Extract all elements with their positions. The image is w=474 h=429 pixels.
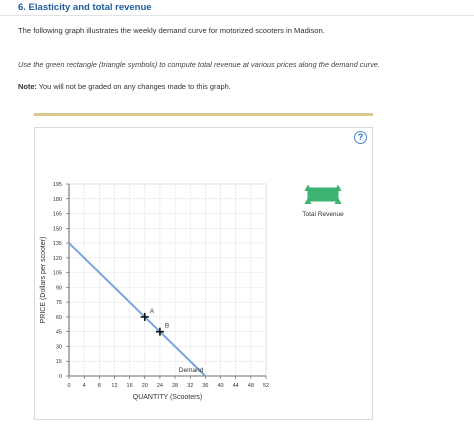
- note-label: Note:: [18, 82, 37, 91]
- intro-text: The following graph illustrates the weekly demand curve for motorized scooters in Madison.: [18, 26, 325, 35]
- x-tick-label: 32: [187, 383, 194, 389]
- y-tick-label: 105: [52, 270, 62, 277]
- y-tick-labels: [53, 182, 62, 380]
- x-tick-label: 52: [262, 383, 270, 389]
- x-tick-label: 40: [217, 383, 224, 389]
- series-layer: [69, 243, 205, 376]
- y-tick-label: 165: [52, 211, 62, 218]
- demand-curve-label: Demand: [178, 367, 204, 374]
- instructions-text: Use the green rectangle (triangle symbols) to compute total revenue at various prices along the demand curve.: [18, 60, 380, 69]
- x-tick-label: 4: [82, 383, 86, 389]
- chart-grid: [69, 184, 266, 376]
- x-tick-label: 20: [141, 383, 148, 389]
- x-tick-labels: [67, 383, 269, 389]
- y-tick-label: 30: [55, 344, 62, 351]
- x-axis-label: QUANTITY (Scooters): [132, 394, 203, 401]
- help-icon: ?: [357, 132, 364, 142]
- total-revenue-tool[interactable]: [305, 185, 342, 205]
- y-tick-label: 135: [52, 241, 62, 248]
- section-title: 6. Elasticity and total revenue: [18, 2, 152, 13]
- x-tick-label: 8: [97, 383, 101, 389]
- y-tick-label: 75: [55, 300, 62, 307]
- plot-area-border: [69, 184, 266, 376]
- y-tick-label: 120: [52, 255, 62, 262]
- y-tick-label: 45: [55, 329, 62, 336]
- x-tick-label: 36: [202, 383, 209, 389]
- note-body: You will not be graded on any changes made to this graph.: [36, 82, 231, 91]
- x-tick-label: 24: [156, 383, 163, 389]
- y-tick-label: 90: [55, 285, 62, 292]
- x-tick-label: 48: [247, 383, 254, 389]
- x-tick-label: 28: [172, 383, 179, 389]
- point-label: B: [164, 322, 170, 330]
- x-tick-label: 12: [111, 383, 118, 389]
- y-tick-label: 180: [52, 196, 62, 203]
- y-tick-label: 0: [58, 374, 62, 380]
- x-tick-label: 44: [232, 383, 239, 389]
- y-axis-label: PRICE (Dollars per scooter): [40, 236, 47, 324]
- x-tick-label: 0: [67, 383, 71, 389]
- y-tick-label: 150: [52, 226, 62, 233]
- demand-curve: [69, 243, 205, 376]
- y-tick-label: 60: [55, 314, 62, 321]
- total-revenue-rectangle-icon[interactable]: [308, 188, 338, 201]
- x-tick-label: 16: [126, 383, 133, 389]
- y-tick-label: 195: [52, 182, 62, 188]
- y-tick-label: 15: [55, 359, 62, 366]
- total-revenue-label: Total Revenue: [302, 211, 344, 218]
- point-label: A: [149, 307, 155, 315]
